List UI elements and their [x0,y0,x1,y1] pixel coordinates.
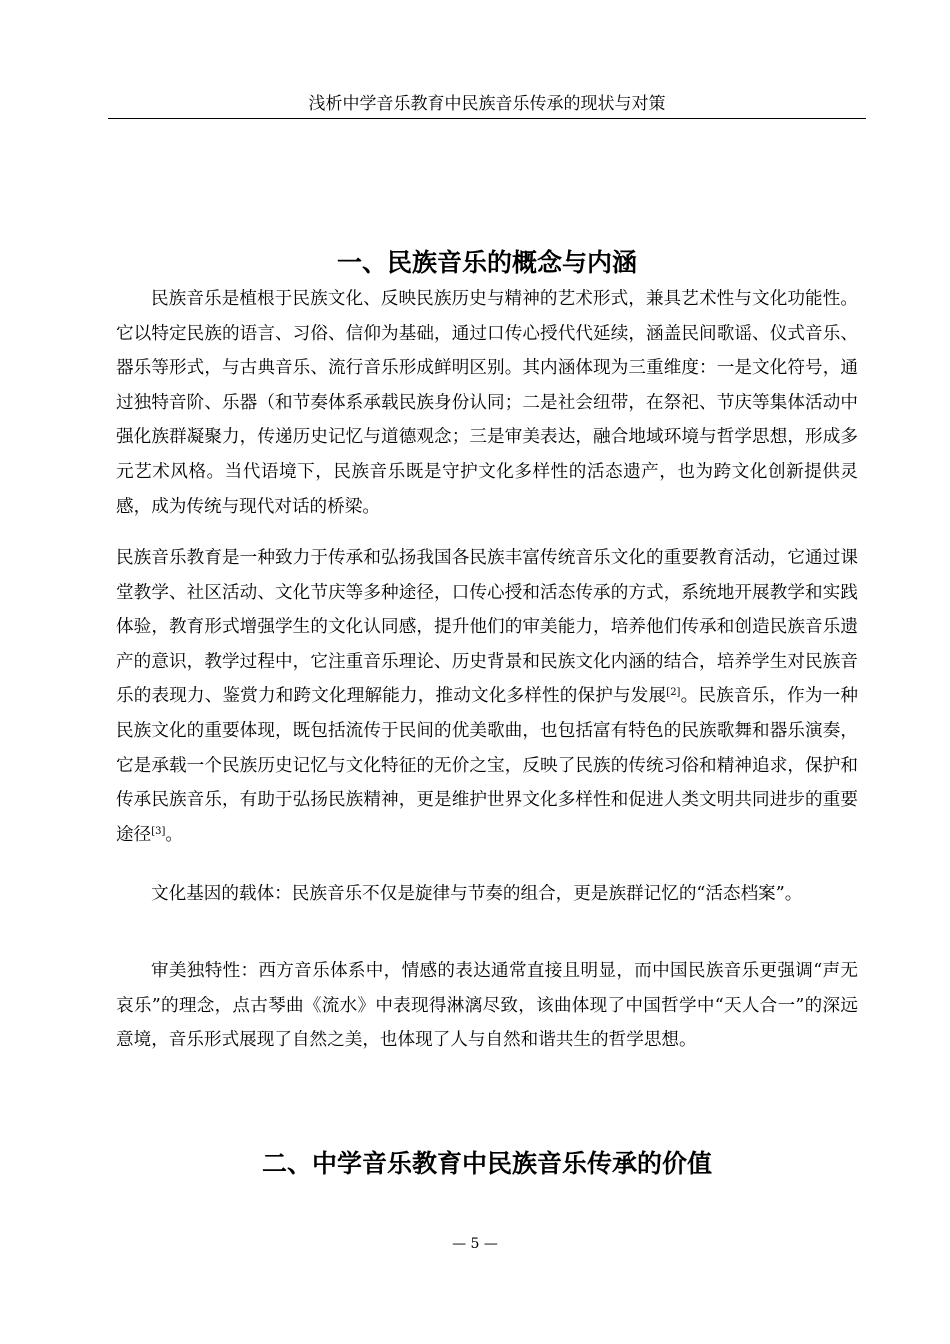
paragraph-4: 审美独特性：西方音乐体系中，情感的表达通常直接且明显，而中国民族音乐更强调“声无哀乐”的理念，点古琴曲《流水》中表现得淋漓尽致，该曲体现了中国哲学中“天人合一”的深远意境，音乐形式展现了自然之美，也体现了人与自然和谐共生的哲学思想。 [116,961,858,1051]
paragraph-1: 民族音乐是植根于民族文化、反映民族历史与精神的艺术形式，兼具艺术性与文化功能性。它以特定民族的语言、习俗、信仰为基础，通过口传心授代代延续，涵盖民间歌谣、仪式音乐、器乐等形式，与古典音乐、流行音乐形成鲜明区别。其内涵体现为三重维度：一是文化符号，通过独特音阶、乐器（和节奏体系承载民族身份认同；二是社会纽带，在祭祀、节庆等集体活动中强化族群凝聚力，传递历史记忆与道德观念；三是审美表达，融合地域环境与哲学思想，形成多元艺术风格。当代语境下，民族音乐既是守护文化多样性的活态遗产，也为跨文化创新提供灵感，成为传统与现代对话的桥梁。 [116,289,858,517]
paragraph-2-text-a: 民族音乐教育是一种致力于传承和弘扬我国各民族丰富传统音乐文化的重要教育活动，它通过课堂教学、社区活动、文化节庆等多种途径，口传心授和活态传承的方式，系统地开展教学和实践体验，教育形式增强学生的文化认同感，提升他们的审美能力，培养他们传承和创造民族音乐遗产的意识，教学过程中，它注重音乐理论、历史背景和民族文化内涵的结合，培养学生对民族音乐的表现力、鉴赏力和跨文化理解能力，推动文化多样性的保护与发展 [116,548,858,707]
page-number: — 5 — [452,1236,498,1252]
running-header: 浅析中学音乐教育中民族音乐传承的现状与对策 [108,92,866,119]
section-title-1: 一、民族音乐的概念与内涵 [336,248,637,277]
paragraph-3: 文化基因的载体：民族音乐不仅是旋律与节奏的组合，更是族群记忆的“活态档案”。 [151,884,803,904]
citation-2: [2] [666,687,681,699]
citation-3: [3] [151,825,166,837]
paragraph-2 [116,541,858,852]
paragraph-2-text-c: 。 [165,824,183,845]
paragraph-2-text-b: 。民族音乐，作为一种民族文化的重要体现，既包括流传于民间的优美歌曲，也包括富有特色的民族歌舞和器乐演奏，它是承载一个民族历史记忆与文化特征的无价之宝，反映了民族的传统习俗和精神追求，保护和传承民族音乐，有助于弘扬民族精神，更是维护世界文化多样性和促进人类文明共同进步的重要途径 [116,686,858,845]
section-title-2: 二、中学音乐教育中民族音乐传承的价值 [261,1149,712,1178]
